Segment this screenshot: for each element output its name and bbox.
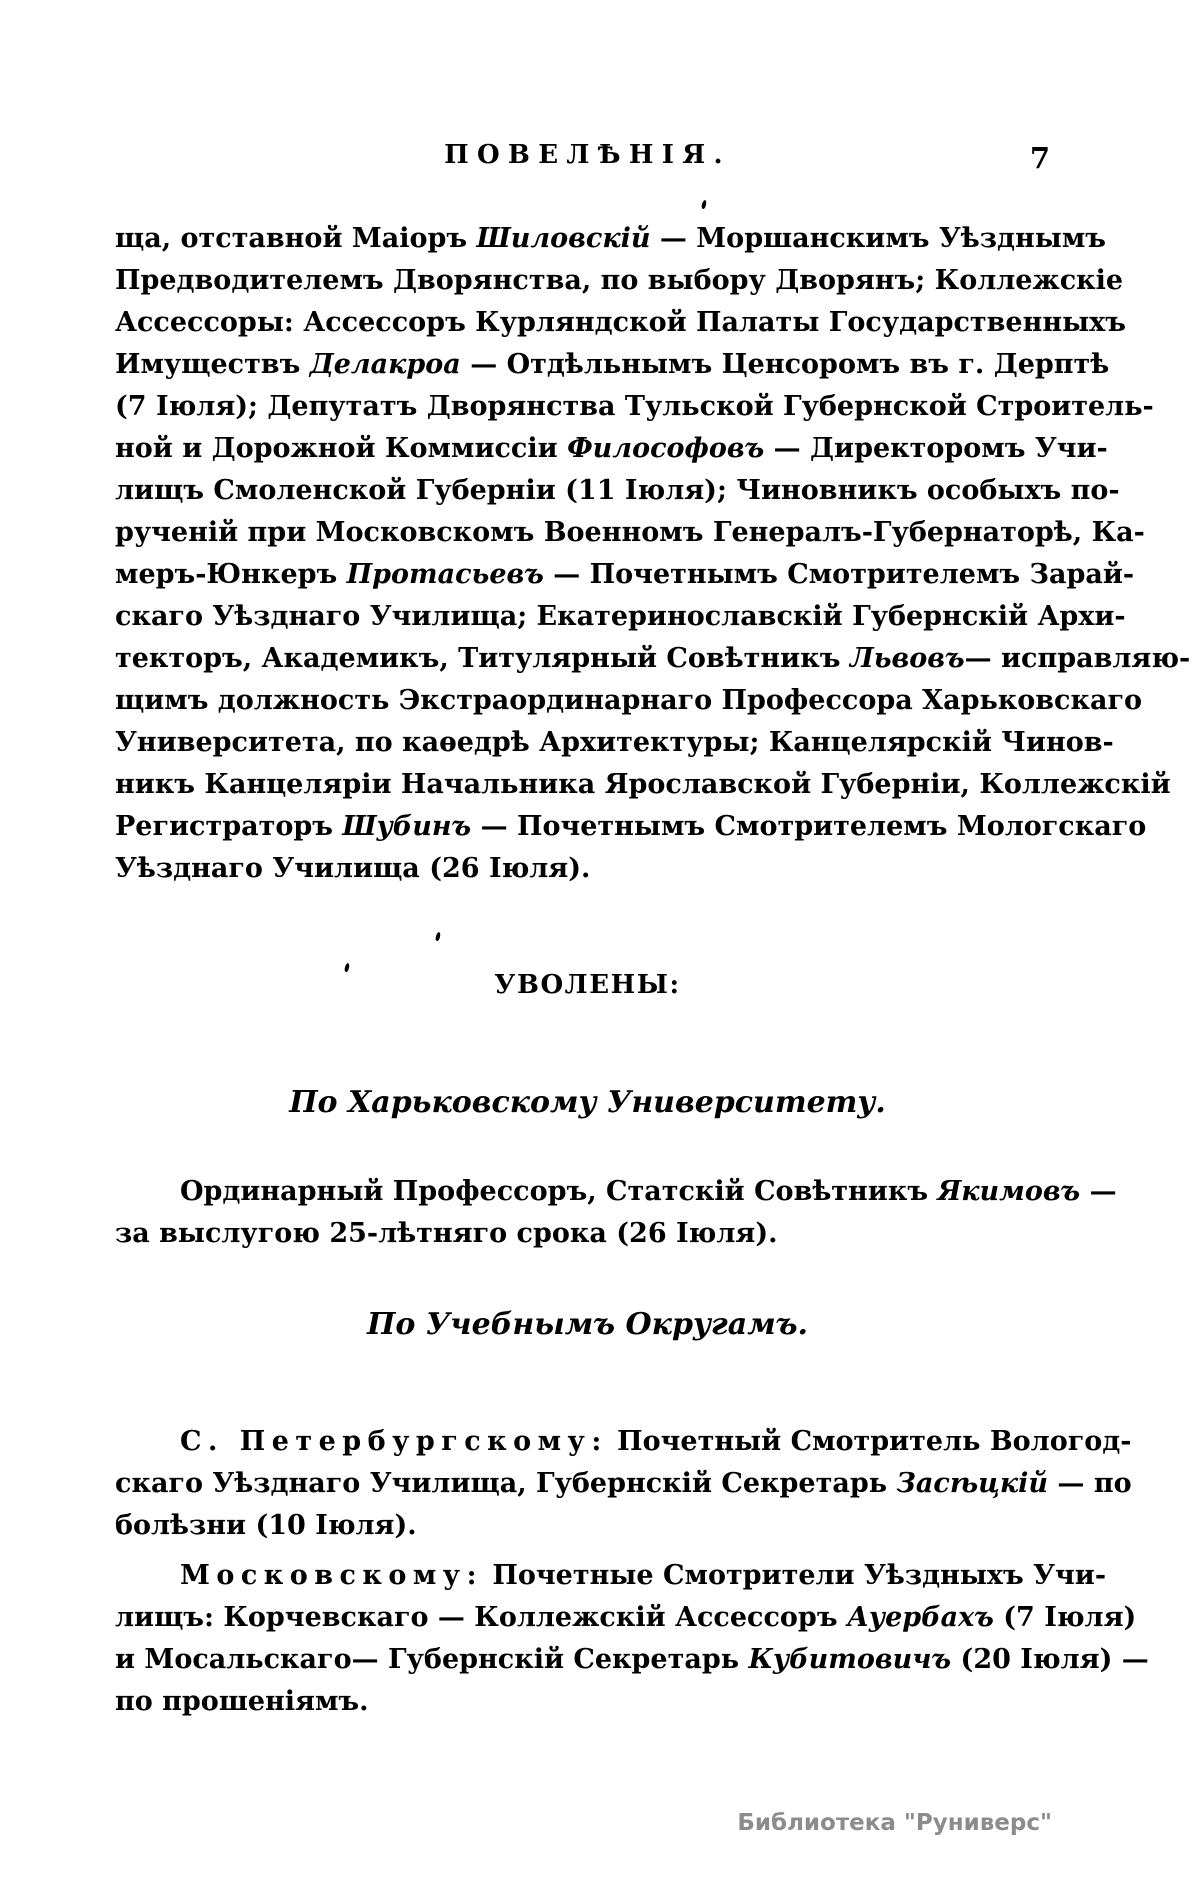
surname-italic: Львовъ [849,643,965,674]
surname-italic: Протасьевъ [346,559,544,590]
text-run: — по [1048,1468,1132,1499]
page-footer [737,1810,1052,1836]
text-run: Предводителемъ Дворянства, по выбору Дворянъ; Коллежскіе [115,265,1124,296]
text-run: (7 Іюля) [993,1602,1137,1633]
text-run: — Директоромъ Учи- [764,433,1108,464]
text-run: — [1080,1176,1117,1207]
text-line [115,1555,1107,1597]
page-header [115,138,1060,182]
text-run: лищъ: Корчевскаго — Коллежскій Ассессоръ [115,1602,847,1633]
text-line [115,848,1060,890]
page-number: 7 [1029,141,1050,175]
surname-italic: Засѣцкій [896,1468,1049,1499]
text-line [115,1681,1060,1723]
surname-italic: Ауербахъ [846,1602,994,1633]
subheading-kharkov-university: По Харьковскому Университету. [289,1085,886,1120]
text-line [115,1639,1149,1681]
paragraph-yakimov [115,1171,1117,1255]
text-run: С. Петербургскому: [180,1426,608,1457]
section-heading-uvoleny: УВОЛЕНЫ: [494,970,681,1000]
text-line [115,596,1126,638]
text-run: Университета, по каѳедрѣ Архитектуры; Канцелярскій Чинов- [115,727,1114,758]
text-run: Почетные Смотрители Уѣздныхъ Учи- [483,1560,1107,1591]
text-run: — Моршанскимъ Уѣзднымъ [650,223,1106,254]
text-line [115,806,1147,848]
text-run: по прошеніямъ. [115,1686,369,1717]
paragraph-moscow [115,1555,1149,1723]
text-run: — Отдѣльнымъ Ценсоромъ въ г. Дерптѣ [460,349,1110,380]
text-line [115,1421,1132,1463]
text-line [115,554,1135,596]
text-run: Ординарный Профессоръ, Статскій Совѣтникъ [180,1176,938,1207]
text-run: скаго Уѣзднаго Училища; Екатеринославскій Губернскій Архи- [115,601,1126,632]
text-run: (7 Іюля); Депутатъ Дворянства Тульской Губернской Строитель- [115,391,1154,422]
text-line [115,680,1143,722]
text-run: меръ-Юнкеръ [115,559,347,590]
text-run: болѣзни (10 Іюля). [115,1510,417,1541]
text-line [115,1597,1137,1639]
text-run: Имуществъ [115,349,310,380]
text-run: Почетный Смотритель Вологод- [607,1426,1132,1457]
ink-speck [701,200,707,210]
surname-italic: Якимовъ [937,1176,1081,1207]
text-run: щимъ должность Экстраординарнаго Профессора Харьковскаго [115,685,1143,716]
text-line [115,344,1110,386]
surname-italic: Шубинъ [342,811,472,842]
text-run: Московскому: [180,1560,484,1591]
text-run: лищъ Смоленской Губерніи (11 Іюля); Чиновникъ особыхъ по- [115,475,1120,506]
text-line [115,386,1154,428]
text-run: — Почетнымъ Смотрителемъ Мологскаго [471,811,1147,842]
text-run: Ассессоры: Ассессоръ Курляндской Палаты Государственныхъ [115,307,1126,338]
content-blocks [115,218,1191,1723]
text-run: никъ Канцеляріи Начальника Ярославской Губерніи, Коллежскій [115,769,1171,800]
text-run: текторъ, Академикъ, Титулярный Совѣтникъ [115,643,850,674]
text-line [115,638,1191,680]
text-line [115,512,1145,554]
text-run: скаго Уѣзднаго Училища, Губернскій Секретарь [115,1468,897,1499]
text-run: ща, отставной Маіоръ [115,223,477,254]
text-line [115,470,1120,512]
text-line [115,218,1106,260]
paragraph-petersburg [115,1421,1132,1547]
paragraph-appointments [115,218,1191,890]
text-line [115,1171,1117,1213]
text-run: и Мосальскаго— Губернскій Секретарь [115,1644,749,1675]
surname-italic: Философовъ [567,433,765,464]
text-run: Регистраторъ [115,811,343,842]
text-run: рученій при Московскомъ Военномъ Генералъ-Губернаторѣ, Ка- [115,517,1145,548]
surname-italic: Делакроа [309,349,461,380]
library-watermark: Библиотека "Руниверс" [737,1810,1052,1836]
text-line [115,428,1108,470]
text-run: за выслугою 25-лѣтняго срока (26 Іюля). [115,1218,778,1249]
surname-italic: Кубитовичъ [748,1644,952,1675]
text-line [115,1213,1060,1255]
text-run: ной и Дорожной Коммиссіи [115,433,568,464]
text-run: — Почетнымъ Смотрителемъ Зарай- [543,559,1135,590]
text-run: (20 Іюля) — [951,1644,1149,1675]
text-line [115,1463,1132,1505]
text-run: — исправляю- [964,643,1191,674]
text-line [115,764,1171,806]
surname-italic: Шиловскій [476,223,651,254]
subheading-uchebnym-okrugam: По Учебнымъ Округамъ. [367,1307,808,1342]
text-line [115,722,1114,764]
text-line [115,1505,1060,1547]
text-line [115,260,1124,302]
text-run: Уѣзднаго Училища (26 Іюля). [115,853,591,884]
running-title: ПОВЕЛѢНІЯ. [444,140,731,170]
text-line [115,302,1126,344]
